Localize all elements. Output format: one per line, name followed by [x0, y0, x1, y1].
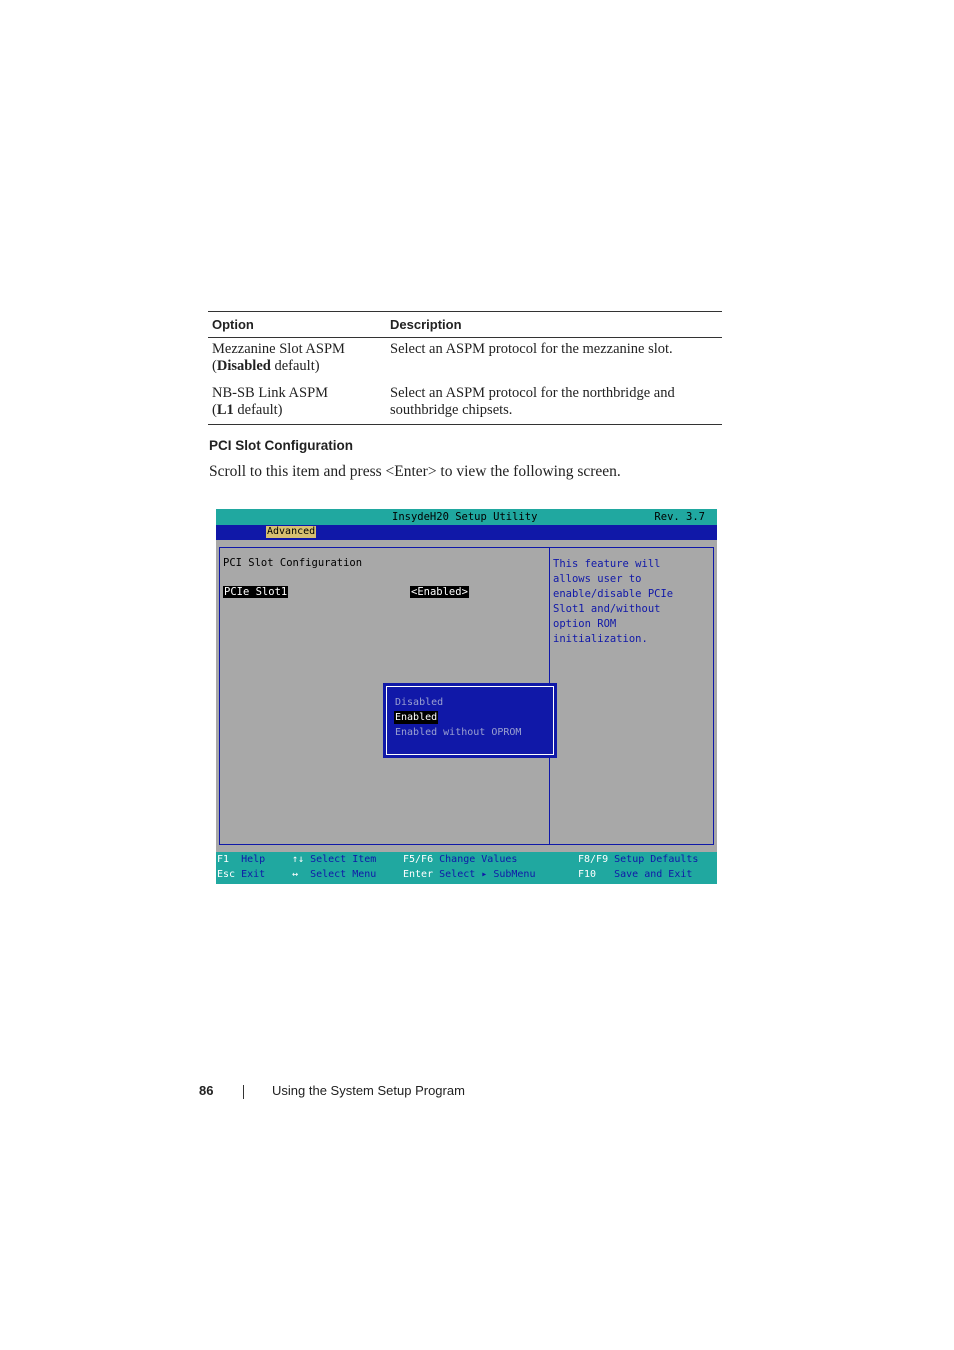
chapter-title: Using the System Setup Program	[272, 1083, 465, 1098]
help-line: option ROM	[553, 618, 617, 630]
bios-help-pane	[553, 557, 713, 647]
key-change-values: F5/F6 Change Values	[403, 854, 518, 865]
table-header-row	[208, 312, 722, 338]
bios-main-panel	[219, 547, 714, 845]
description-cell: Select an ASPM protocol for the mezzanine slot.	[390, 341, 673, 357]
bios-menu-bar	[216, 525, 717, 540]
column-header-description: Description	[390, 317, 462, 332]
bios-revision: Rev. 3.7	[654, 511, 705, 523]
table-row	[208, 338, 722, 382]
key-select-menu: ↔ Select Menu	[292, 869, 377, 880]
page-number: 86	[199, 1083, 214, 1098]
tab-advanced[interactable]: Advanced	[267, 526, 316, 537]
bios-title: InsydeH20 Setup Utility	[392, 511, 538, 523]
popup-option-enabled-without-oprom[interactable]: Enabled without OPROM	[395, 727, 522, 738]
option-default: L1	[216, 402, 234, 418]
description-cell	[386, 385, 722, 424]
column-header-option: Option	[212, 317, 254, 332]
option-name: Mezzanine Slot ASPM	[212, 341, 345, 357]
options-popup	[383, 683, 557, 758]
intro-paragraph: Scroll to this item and press <Enter> to view the following screen.	[209, 463, 621, 480]
key-select-item: ↑↓ Select Item	[292, 854, 377, 865]
bios-key-legend	[216, 852, 717, 884]
bios-section-title: PCI Slot Configuration	[223, 557, 363, 569]
description-line: Select an ASPM protocol for the northbridge and	[390, 385, 675, 401]
footer-divider	[243, 1085, 244, 1099]
option-default-suffix: default)	[233, 402, 283, 418]
help-line: Slot1 and/without	[553, 603, 661, 615]
table-row	[208, 382, 722, 424]
option-name: NB-SB Link ASPM	[212, 385, 329, 401]
key-help: F1 Help	[217, 854, 266, 865]
bios-title-bar	[216, 509, 717, 525]
key-exit: Esc Exit	[217, 869, 266, 880]
popup-option-disabled[interactable]: Disabled	[395, 697, 444, 708]
help-line: This feature will	[553, 558, 661, 570]
help-line: allows user to	[553, 573, 642, 585]
section-heading: PCI Slot Configuration	[209, 438, 353, 453]
options-popup-frame	[386, 686, 554, 755]
option-table	[208, 311, 722, 425]
key-setup-defaults: F8/F9 Setup Defaults	[578, 854, 699, 865]
bios-screenshot	[216, 509, 717, 884]
help-line: enable/disable PCIe	[553, 588, 674, 600]
key-select-submenu: Enter Select ▸ SubMenu	[403, 869, 536, 880]
option-default-suffix: default)	[270, 358, 320, 374]
help-line: initialization.	[553, 633, 648, 645]
option-cell: NB-SB Link ASPM (L1 default)	[212, 385, 329, 418]
option-cell: Mezzanine Slot ASPM (Disabled default)	[212, 341, 345, 374]
description-line: southbridge chipsets.	[390, 402, 513, 418]
popup-option-enabled[interactable]: Enabled	[395, 712, 438, 723]
pcie-slot1-item[interactable]: PCIe Slot1	[224, 586, 288, 598]
option-default: Disabled	[216, 358, 271, 374]
pcie-slot1-value[interactable]: <Enabled>	[411, 586, 468, 598]
key-save-exit: F10 Save and Exit	[578, 869, 693, 880]
